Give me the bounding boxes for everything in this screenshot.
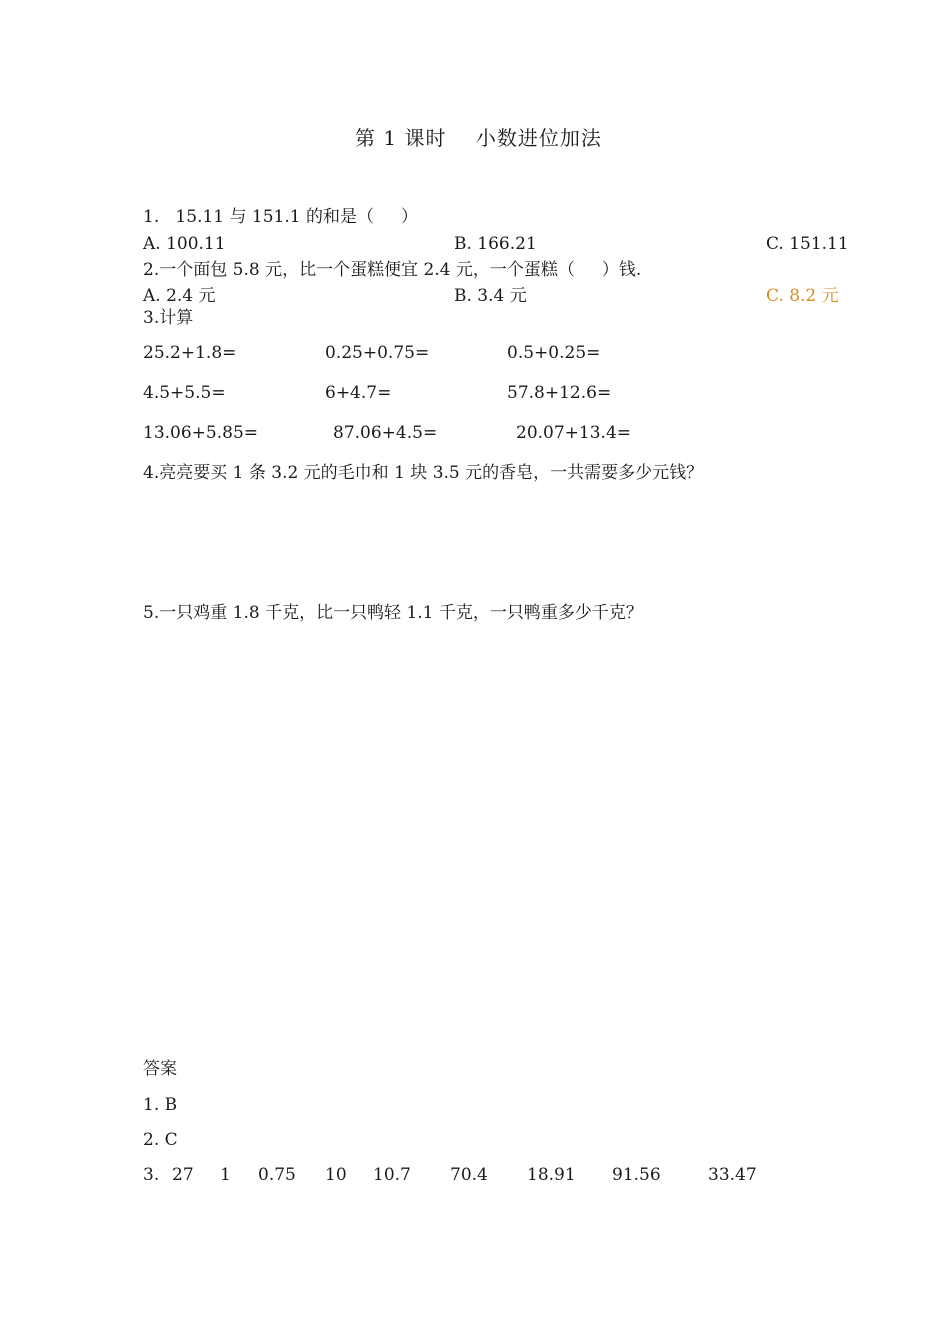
answer-3-value: 10.7 <box>373 1165 411 1185</box>
question-1-option-a: A. 100.11 <box>143 234 226 254</box>
question-1-option-c: C. 151.11 <box>766 234 849 254</box>
answer-3-value: 10 <box>325 1165 347 1185</box>
question-2-option-c: C. 8.2 元 <box>766 286 839 306</box>
calc-item: 4.5+5.5= <box>143 383 226 403</box>
calc-item: 57.8+12.6= <box>507 383 612 403</box>
answer-3-value: 27 <box>172 1165 194 1185</box>
calc-item: 25.2+1.8= <box>143 343 237 363</box>
answers-heading: 答案 <box>143 1059 177 1079</box>
answer-3-value: 18.91 <box>527 1165 576 1185</box>
question-5: 5.一只鸡重 1.8 千克，比一只鸭轻 1.1 千克，一只鸭重多少千克？ <box>143 603 643 623</box>
question-2-option-b: B. 3.4 元 <box>454 286 527 306</box>
answer-1: 1. B <box>143 1095 178 1115</box>
question-4: 4.亮亮要买 1 条 3.2 元的毛巾和 1 块 3.5 元的香皂，一共需要多少元钱？ <box>143 463 704 483</box>
calc-item: 0.25+0.75= <box>325 343 430 363</box>
page-title: 第 1 课时 小数进位加法 <box>355 126 602 150</box>
question-1-option-b: B. 166.21 <box>454 234 537 254</box>
answer-3-value: 1 <box>220 1165 231 1185</box>
calc-item: 20.07+13.4= <box>516 423 632 443</box>
question-2-stem: 2.一个面包 5.8 元，比一个蛋糕便宜 2.4 元，一个蛋糕（ ）钱. <box>143 260 642 280</box>
answer-2: 2. C <box>143 1130 178 1150</box>
answer-3-value: 0.75 <box>258 1165 296 1185</box>
calc-item: 13.06+5.85= <box>143 423 259 443</box>
question-3-heading: 3.计算 <box>143 308 194 328</box>
answer-3-value: 70.4 <box>450 1165 488 1185</box>
calc-item: 6+4.7= <box>325 383 392 403</box>
answer-3-label: 3. <box>143 1165 160 1185</box>
question-1-stem: 1. 15.11 与 151.1 的和是（ ） <box>143 207 418 227</box>
calc-item: 0.5+0.25= <box>507 343 601 363</box>
answer-3-value: 91.56 <box>612 1165 661 1185</box>
calc-item: 87.06+4.5= <box>333 423 438 443</box>
answer-3-value: 33.47 <box>708 1165 757 1185</box>
question-2-option-a: A. 2.4 元 <box>143 286 216 306</box>
